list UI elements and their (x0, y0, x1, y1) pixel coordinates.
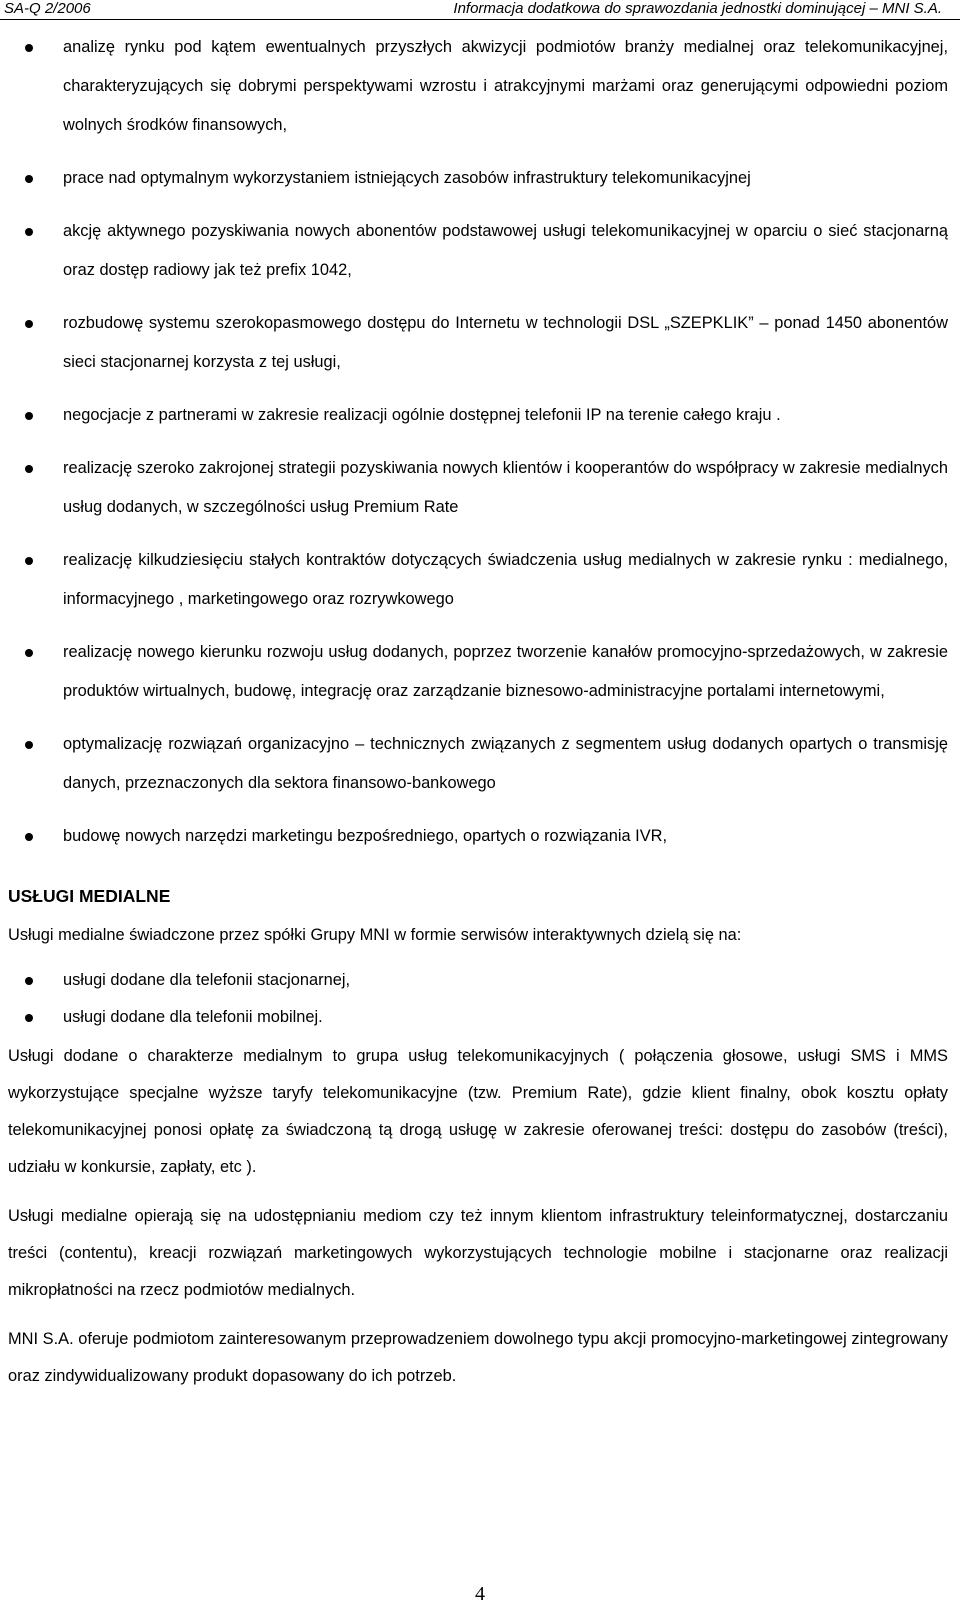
list-item-text: realizację nowego kierunku rozwoju usług dodanych, poprzez tworzenie kanałów promocyjno-sprzedażowych, w zakresie produktów wirtualnych, budowę, integrację oraz zarządzanie biznesowo-administracyjne portalami internetowymi, (63, 643, 948, 700)
list-item-text: analizę rynku pod kątem ewentualnych przyszłych akwizycji podmiotów branży medialnej oraz telekomunikacyjnej, charakteryzujących się dobrymi perspektywami wzrostu i atrakcyjnymi marżami oraz generującymi odpowiedni poziom wolnych środków finansowych, (63, 38, 948, 134)
activity-list (8, 28, 948, 856)
list-item (8, 396, 948, 435)
list-item-text: negocjacje z partnerami w zakresie realizacji ogólnie dostępnej telefonii IP na terenie całego kraju . (63, 406, 781, 424)
page-number: 4 (475, 1583, 485, 1605)
list-item (8, 159, 948, 198)
section-heading: USŁUGI MEDIALNE (8, 886, 171, 906)
bullet-icon (25, 741, 33, 749)
list-item (8, 212, 948, 290)
list-item-text: usługi dodane dla telefonii stacjonarnej, (63, 971, 351, 989)
section-intro: Usługi medialne świadczone przez spółki Grupy MNI w formie serwisów interaktywnych dzielą się na: (8, 926, 742, 944)
list-item (8, 725, 948, 803)
page-header (0, 0, 960, 18)
header-document-title: Informacja dodatkowa do sprawozdania jednostki dominującej – MNI S.A. (453, 0, 942, 17)
bullet-icon (25, 228, 33, 236)
list-item-text: akcję aktywnego pozyskiwania nowych abonentów podstawowej usługi telekomunikacyjnej w oparciu o sieć stacjonarną oraz dostęp radiowy jak też prefix 1042, (63, 222, 948, 279)
bullet-icon (25, 649, 33, 657)
list-item (8, 999, 948, 1036)
paragraph: Usługi dodane o charakterze medialnym to grupa usług telekomunikacyjnych ( połączenia głosowe, usługi SMS i MMS wykorzystujące specjalne wyższe taryfy telekomunikacyjne (tzw. Premium Rate), gdzie klient finalny, obok kosztu opłaty telekomunikacyjnej ponosi opłatę za świadczoną tą drogą usługę w zakresie oferowanej treści: dostępu do zasobów (treści), udziału w konkursie, zapłaty, etc ). (8, 1047, 948, 1176)
list-item (8, 817, 948, 856)
bullet-icon (25, 1014, 33, 1022)
list-item-text: budowę nowych narzędzi marketingu bezpośredniego, opartych o rozwiązania IVR, (63, 827, 668, 845)
bullet-icon (25, 320, 33, 328)
list-item-text: usługi dodane dla telefonii mobilnej. (63, 1008, 323, 1026)
bullet-icon (25, 557, 33, 565)
list-item (8, 449, 948, 527)
list-item-text: optymalizację rozwiązań organizacyjno – technicznych związanych z segmentem usług dodanych opartych o transmisję danych, przeznaczonych dla sektora finansowo-bankowego (63, 735, 948, 792)
list-item-text: prace nad optymalnym wykorzystaniem istniejących zasobów infrastruktury telekomunikacyjnej (63, 169, 751, 187)
list-item (8, 304, 948, 382)
media-services-list (8, 962, 948, 1036)
list-item-text: rozbudowę systemu szerokopasmowego dostępu do Internetu w technologii DSL „SZEPKLIK” – ponad 1450 abonentów sieci stacjonarnej korzysta z tej usługi, (63, 314, 948, 371)
page-content (8, 28, 948, 1407)
bullet-icon (25, 465, 33, 473)
list-item (8, 633, 948, 711)
list-item-text: realizację kilkudziesięciu stałych kontraktów dotyczących świadczenia usług medialnych w zakresie rynku : medialnego, informacyjnego , marketingowego oraz rozrywkowego (63, 551, 948, 608)
paragraph: Usługi medialne opierają się na udostępnianiu mediom czy też innym klientom infrastruktury teleinformatycznej, dostarczaniu treści (contentu), kreacji rozwiązań marketingowych wykorzystujących technologie mobilne i stacjonarne oraz realizacji mikropłatności na rzecz podmiotów medialnych. (8, 1207, 948, 1299)
list-item (8, 28, 948, 145)
bullet-icon (25, 977, 33, 985)
header-rule (0, 19, 960, 20)
bullet-icon (25, 175, 33, 183)
bullet-icon (25, 412, 33, 420)
list-item (8, 541, 948, 619)
list-item-text: realizację szeroko zakrojonej strategii pozyskiwania nowych klientów i kooperantów do współpracy w zakresie medialnych usług dodanych, w szczególności usług Premium Rate (63, 459, 948, 516)
bullet-icon (25, 44, 33, 52)
list-item (8, 962, 948, 999)
header-document-id: SA-Q 2/2006 (4, 0, 91, 17)
paragraph: MNI S.A. oferuje podmiotom zainteresowanym przeprowadzeniem dowolnego typu akcji promocyjno-marketingowej zintegrowany oraz zindywidualizowany produkt dopasowany do ich potrzeb. (8, 1330, 948, 1385)
bullet-icon (25, 833, 33, 841)
